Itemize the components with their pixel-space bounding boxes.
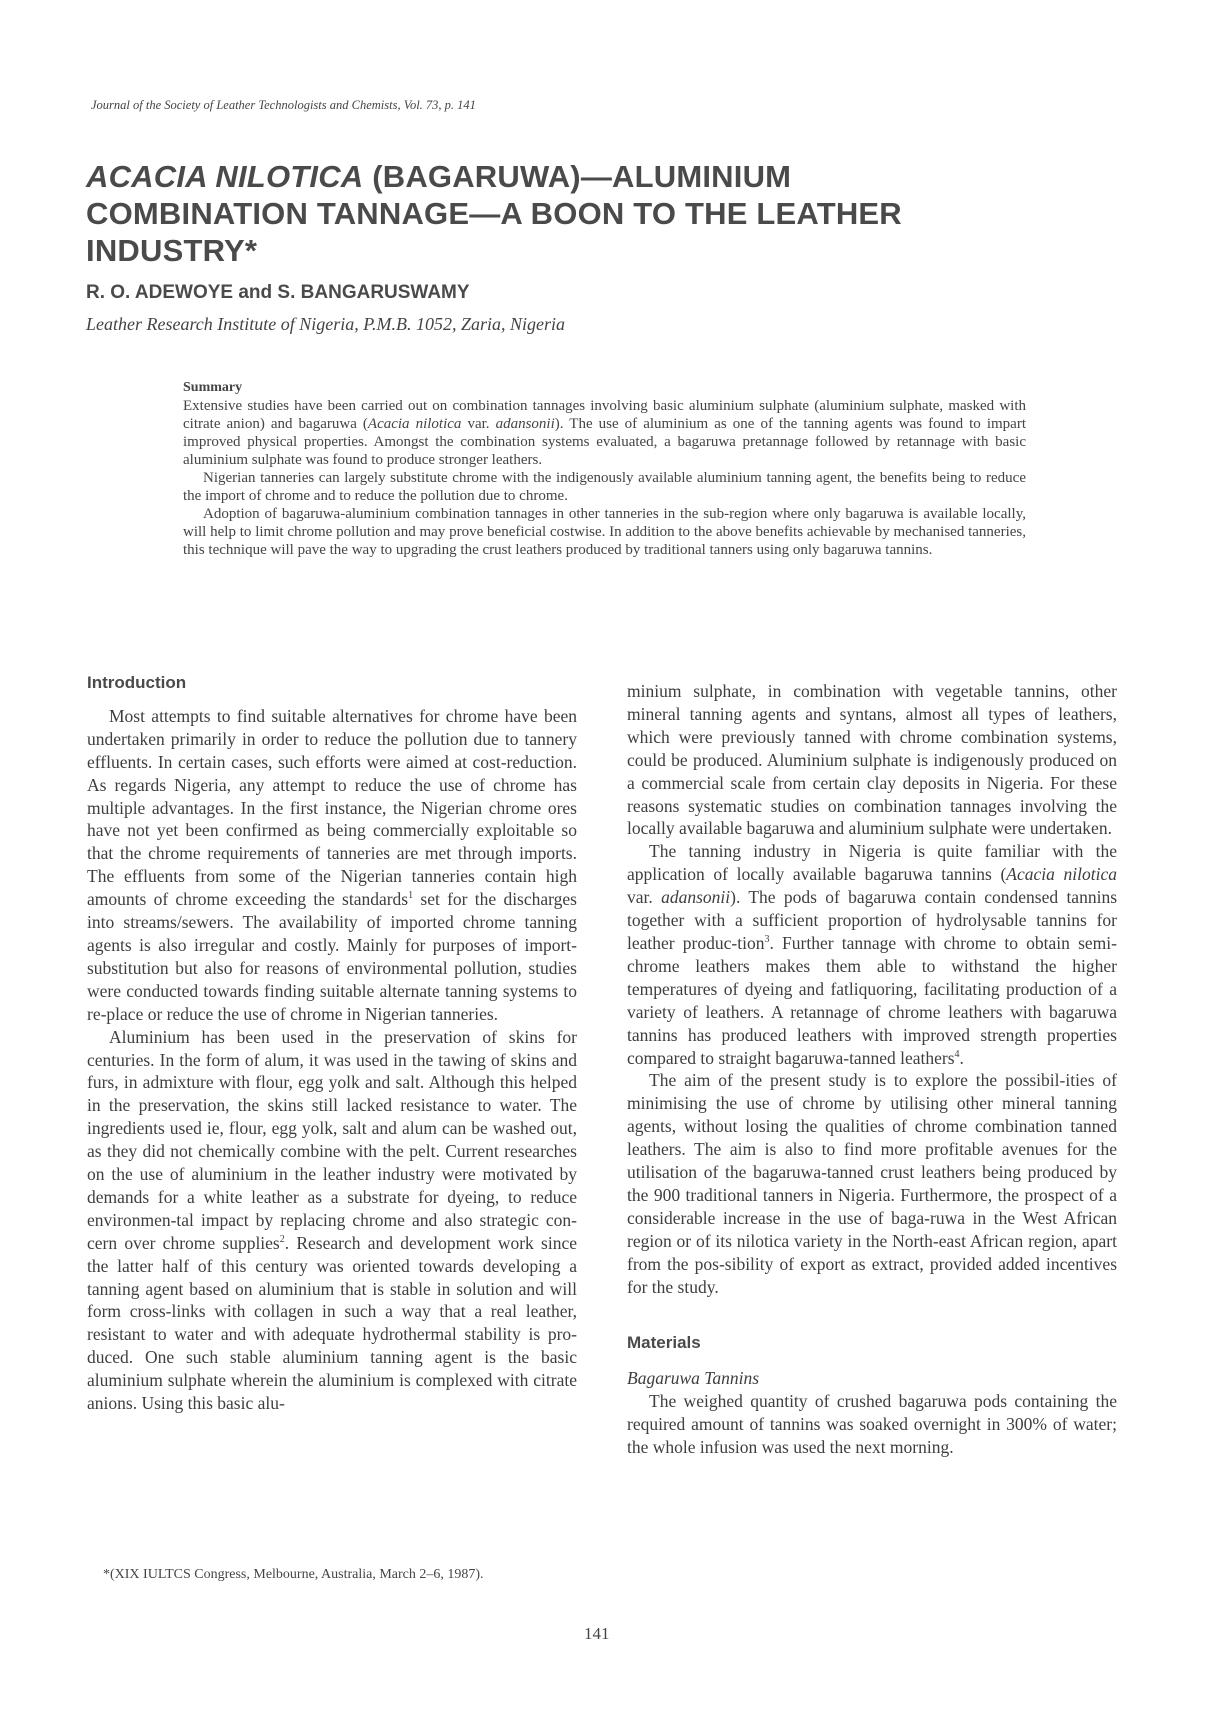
text: . Further tannage with chrome to obtain semi-chrome leathers makes them able to withstand the higher temperatures of dyeing and fatliquoring, facilitating production of a variety of leathers. A retannage of chrome leathers with bagaruwa tannins has produced leathers with improved strength properties compared to straight bagaruwa-tanned leathers — [627, 932, 1117, 1068]
reference-marker: 3 — [764, 934, 770, 946]
body-paragraph — [87, 705, 577, 1026]
text: var. — [627, 887, 662, 908]
summary-paragraph: Nigerian tanneries can largely substitute chrome with the indigenously available aluminium tanning agent, the benefits being to reduce the import of chrome and to reduce the pollution due to chrome. — [183, 470, 1026, 504]
article-title-italic: ACACIA NILOTICA — [86, 159, 364, 194]
reference-marker: 4 — [954, 1048, 960, 1060]
bagaruwa-tannins-subheading: Bagaruwa Tannins — [627, 1368, 760, 1389]
text: Aluminium has been used in the preservation of skins for centuries. In the form of alum, it was used in the tawing of skins and furs, in admixture with flour, egg yolk and salt. Although this helped in the preservation, the skins still lacked resistance to water. The ingredients used ie, flour, egg yolk, salt and alum can be washed out, as they did not chemically combine with the pelt. Current researches on the use of aluminium in the leather industry were motivated by demands for a white leather as a substrate for dyeing, to reduce environmen-tal impact by replacing chrome and also strategic con-cern over chrome supplies — [87, 1026, 577, 1253]
species-name: Acacia nilotica — [1006, 864, 1117, 885]
footnote: *(XIX IULTCS Congress, Melbourne, Australia, March 2–6, 1987). — [103, 1567, 484, 1582]
body-paragraph: The aim of the present study is to explore the possibil-ities of minimising the use of chrome by utilising other mineral tanning agents, without losing the qualities of chrome combination tanned leathers. The aim is also to find more profitable avenues for the utilisation of the bagaruwa-tanned crust leathers being produced by the 900 traditional tanners in Nigeria. Furthermore, the prospect of a considerable increase in the use of baga-ruwa in the West African region or of its nilotica variety in the North-east African region, apart from the pos-sibility of export as extract, provided added incentives for the study. — [627, 1070, 1117, 1297]
body-paragraph: The weighed quantity of crushed bagaruwa pods containing the required amount of tannins was soaked overnight in 300% of water; the whole infusion was used the next morning. — [627, 1391, 1117, 1458]
article-title — [86, 158, 986, 269]
text: Most attempts to find suitable alternatives for chrome have been undertaken primarily in order to reduce the pollution due to tannery effluents. In certain cases, such efforts were aimed at cost-reduction. As regards Nigeria, any attempt to reduce the use of chrome has multiple advantages. In the first instance, the Nigerian chrome ores have not yet been confirmed as being commercially exploitable so that the chrome requirements of tanneries are met through imports. The effluents from some of the Nigerian tanneries contain high amounts of chrome exceeding the standards — [87, 705, 577, 910]
introduction-heading: Introduction — [87, 673, 187, 692]
text: . — [959, 1047, 964, 1068]
article-title-rest: (BAGARUWA)—ALUMINIUM COMBINATION TANNAGE—A BOON TO THE LEATHER INDUSTRY* — [86, 159, 902, 268]
species-name: Acacia nilotica — [367, 416, 462, 432]
variety-name: adansonii — [661, 887, 731, 908]
affiliation: Leather Research Institute of Nigeria, P.M.B. 1052, Zaria, Nigeria — [86, 314, 565, 334]
summary — [183, 379, 1026, 559]
body-paragraph — [87, 1026, 577, 1415]
text: ). The pods of bagaruwa contain condensed tannins together with a sufficient proportion of hydrolysable tannins for leather produc-tion — [627, 887, 1117, 953]
body-paragraph — [627, 840, 1117, 1069]
text: var. — [461, 416, 496, 432]
text: set for the discharges into streams/sewers. The availability of imported chrome tanning agents is also irregular and costly. Mainly for purposes of import-substitution but also for reasons of environmental pollution, studies were conducted towards finding suitable alternate tanning systems to re-place or reduce the use of chrome in Nigerian tanneries. — [87, 889, 577, 1024]
variety-name: adansonii — [495, 416, 555, 432]
text: ). The use of aluminium as one of the tanning agents was found to impart improved physical properties. Amongst the combination systems evaluated, a bagaruwa pretannage followed by retannage with basic aluminium sulphate was found to produce stronger leathers. — [183, 416, 1026, 468]
text: . Research and development work since the latter half of this century was oriented towards developing a tanning agent based on aluminium that is stable in solution and will form cross-links with collagen in such a way that a real leather, resistant to water and with adequate hydrothermal stability is pro-duced. One such stable aluminium tanning agent is the basic aluminium sulphate wherein the aluminium is complexed with citrate anions. Using this basic alu- — [87, 1232, 577, 1414]
materials-heading: Materials — [627, 1333, 701, 1353]
reference-marker: 2 — [279, 1233, 285, 1245]
right-column — [627, 680, 1117, 1459]
left-column — [87, 672, 577, 1415]
summary-paragraph — [183, 397, 1026, 469]
text: Extensive studies have been carried out on combination tannages involving basic aluminium sulphate (aluminium sulphate, masked with citrate anion) and bagaruwa ( — [183, 398, 1026, 432]
running-head: Journal of the Society of Leather Technologists and Chemists, Vol. 73, p. 141 — [91, 98, 476, 112]
summary-heading: Summary — [183, 380, 243, 395]
reference-marker: 1 — [408, 890, 414, 902]
page-number: 141 — [584, 1624, 610, 1643]
authors: R. O. ADEWOYE and S. BANGARUSWAMY — [86, 282, 470, 303]
text: The tanning industry in Nigeria is quite familiar with the application of locally available bagaruwa tannins ( — [627, 841, 1117, 885]
body-paragraph-continued: minium sulphate, in combination with vegetable tannins, other mineral tanning agents and syntans, almost all types of leathers, which were previously tanned with chrome combination systems, could be produced. Aluminium sulphate is indigenously produced on a commercial scale from certain clay deposits in Nigeria. For these reasons systematic studies on combination tannages involving the locally available bagaruwa and aluminium sulphate were undertaken. — [627, 681, 1117, 839]
summary-paragraph: Adoption of bagaruwa-aluminium combination tannages in other tanneries in the sub-region where only bagaruwa is available locally, will help to limit chrome pollution and may prove beneficial costwise. In addition to the above benefits achievable by mechanised tanneries, this technique will pave the way to upgrading the crust leathers produced by traditional tanners using only bagaruwa tannins. — [183, 506, 1026, 558]
